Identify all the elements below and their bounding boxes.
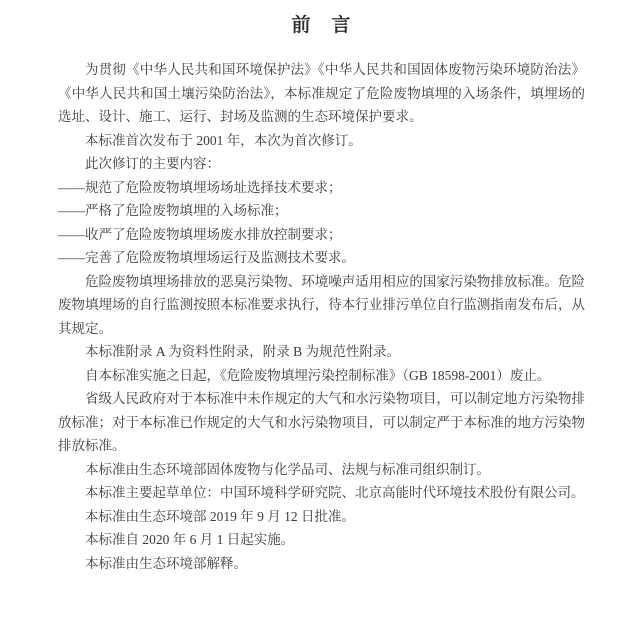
paragraph-emission-standards: 危险废物填埋场排放的恶臭污染物、环境噪声适用相应的国家污染物排放标准。危险废物填埋场的自行监测按照本标准要求执行，待本行业排污单位自行监测指南发布后，从其规定。 [58,273,585,336]
paragraph-interpretation: 本标准由生态环境部解释。 [85,555,247,571]
revision-item: ——严格了危险废物填埋的入场标准； [58,203,288,218]
paragraph-repeal: 自本标准实施之日起，《危险废物填埋污染控制标准》（GB 18598-2001）废止。 [85,367,551,383]
revision-item: ——完善了危险废物填埋场运行及监测技术要求。 [58,250,355,265]
paragraph-implementation: 本标准自 2020 年 6 月 1 日起实施。 [85,532,295,547]
paragraph-history: 本标准首次发布于 2001 年，本次为首次修订。 [85,132,362,148]
paragraph-local-standards: 省级人民政府对于本标准中未作规定的大气和水污染物项目，可以制定地方污染物排放标准；对于本标准已作规定的大气和水污染物项目，可以制定严于本标准的地方污染物排放标准。 [58,391,585,453]
revision-item: ——收严了危险废物填埋场废水排放控制要求； [58,226,342,242]
paragraph-revision-intro: 此次修订的主要内容： [85,156,220,171]
paragraph-organizer: 本标准由生态环境部固体废物与化学品司、法规与标准司组织制订。 [85,461,490,477]
paragraph-drafting-units: 本标准主要起草单位：中国环境科学研究院、北京高能时代环境技术股份有限公司。 [85,485,585,500]
paragraph-intro: 为贯彻《中华人民共和国环境保护法》《中华人民共和国固体废物污染环境防治法》《中华人民共和国土壤污染防治法》，本标准规定了危险废物填埋的入场条件，填埋场的选址、设计、施工、运行、封场及监测的生态环境保护要求。 [58,62,585,124]
paragraph-approval: 本标准由生态环境部 2019 年 9 月 12 日批准。 [85,508,355,524]
page-title: 前 言 [291,15,352,36]
paragraph-appendix: 本标准附录 A 为资料性附录，附录 B 为规范性附录。 [85,344,401,359]
revision-item: ——规范了危险废物填埋场场址选择技术要求； [58,179,342,195]
